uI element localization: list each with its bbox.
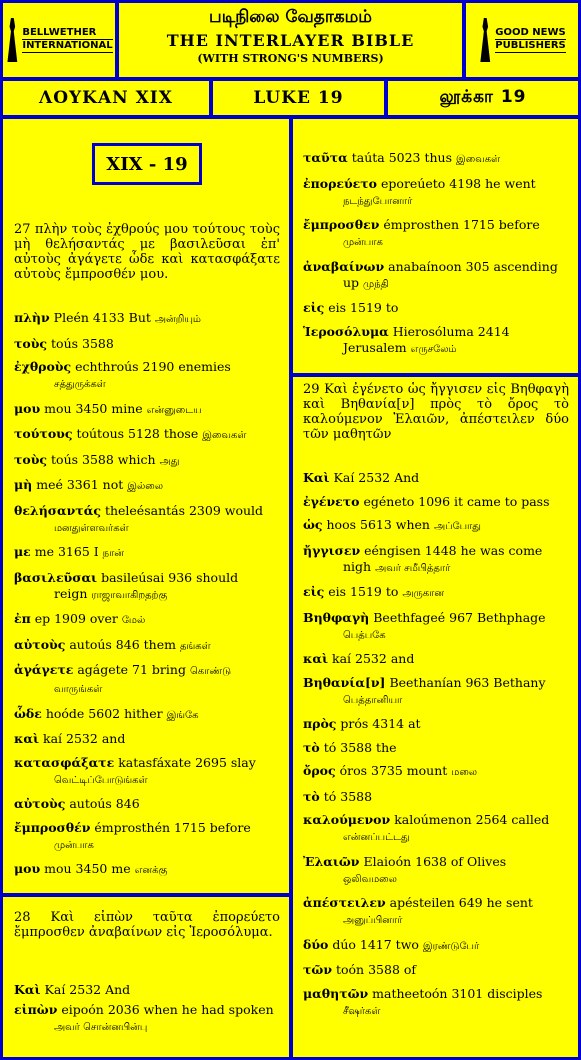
translit-strongs-gloss: Pleén 4133 But — [53, 310, 155, 325]
translit-strongs-gloss: toón 3588 of — [335, 962, 417, 977]
english-gloss-cont: up — [343, 274, 364, 290]
entry-continuation — [303, 911, 569, 929]
translit-strongs-gloss: basileúsai 936 should — [101, 569, 239, 585]
interlinear-entry — [303, 610, 569, 644]
bellwether-logo-box — [0, 0, 118, 80]
interlinear-entry — [303, 150, 569, 168]
greek-word: ἀγάγετε — [14, 662, 74, 677]
tamil-gloss: அப்போது — [433, 521, 481, 532]
translit-strongs-gloss: prós 4314 at — [340, 716, 421, 731]
interlinear-entry — [303, 324, 569, 358]
translit-strongs-gloss: Elaioón 1638 of Olives — [363, 853, 507, 869]
english-gloss-cont: reign — [54, 585, 92, 601]
greek-word: ταῦτα — [303, 150, 348, 165]
greek-book-label: ΛΟΥΚΑΝ XIX — [0, 78, 212, 118]
greek-word: ὧδε — [14, 705, 42, 721]
entry-continuation — [303, 192, 569, 210]
bellwether-logo — [5, 18, 112, 62]
entry-continuation — [303, 559, 569, 577]
interlinear-entry — [303, 176, 569, 210]
translit-strongs-gloss: kaí 2532 and — [332, 651, 415, 666]
english-gloss-cont: nigh — [343, 558, 376, 574]
translit-strongs-gloss: Kaí 2532 And — [44, 982, 131, 997]
verse-28-text: 28 Καὶ εἰπὼν ταῦτα ἐπορεύετο ἔμπροσθεν ἀναβαίνων εἰς Ἱεροσόλυμα. — [14, 910, 280, 940]
tamil-gloss: முன்பாக — [54, 839, 94, 851]
translit-strongs-gloss: dúo 1417 two — [332, 936, 423, 952]
tamil-gloss: வெட்டிப்போடுங்கள் — [54, 774, 148, 786]
entry-continuation — [303, 275, 569, 293]
greek-word: ἔμπροσθεν — [303, 217, 380, 232]
tamil-gloss: அன்றியும் — [154, 314, 201, 325]
goodnews-logo-box — [463, 0, 581, 80]
tamil-gloss: ஒலிவமலை — [343, 873, 397, 885]
tamil-gloss: நடந்துபோனார் — [343, 195, 413, 207]
interlinear-entry — [303, 494, 569, 510]
translit-strongs-gloss: Kaí 2532 And — [333, 470, 420, 485]
greek-word: Βηθανία[ν] — [303, 674, 386, 690]
greek-word: καλούμενον — [303, 812, 391, 827]
verse-29-entries — [303, 470, 569, 1027]
interlinear-entry — [14, 820, 280, 854]
tamil-gloss: எருசலேம் — [410, 343, 457, 355]
tamil-gloss: சீஷர்கள் — [343, 1005, 381, 1017]
verse-29-text: 29 Καὶ ἐγένετο ὡς ἤγγισεν εἰς Βηθφαγὴ καὶ Βηθανία[ν] πρὸς τὸ ὄρος τὸ καλούμενον Ἐλαιῶν, ἀπέστειλεν δύο τῶν μαθητῶν — [303, 382, 569, 442]
interlinear-entry — [14, 426, 280, 444]
interlinear-entry — [14, 401, 280, 419]
greek-word: ἐπορεύετο — [303, 175, 378, 191]
verse-28-cont-entries — [303, 150, 569, 365]
title-sub: (WITH STRONG'S NUMBERS) — [197, 52, 384, 65]
greek-word: κατασφάξατε — [14, 754, 115, 770]
greek-word: ὡς — [303, 517, 323, 532]
greek-word: ὄρος — [303, 763, 336, 778]
interlinear-entry — [303, 812, 569, 846]
tamil-gloss: அது — [159, 455, 180, 467]
interlinear-entry — [14, 1002, 280, 1036]
interlinear-entry — [14, 706, 280, 724]
interlinear-entry — [14, 452, 280, 470]
interlinear-entry — [14, 637, 280, 655]
interlinear-entry — [303, 300, 569, 316]
greek-word: τῶν — [303, 962, 332, 977]
translit-strongs-gloss: egéneto 1096 it came to pass — [363, 493, 550, 509]
tamil-gloss: பெத்பகே — [343, 629, 386, 641]
greek-word: Ἱεροσόλυμα — [303, 323, 389, 339]
translit-strongs-gloss: émprosthén 1715 before — [94, 819, 251, 835]
translit-strongs-gloss: theleésantás 2309 would — [104, 502, 264, 518]
interlinear-entry — [303, 986, 569, 1020]
translit-strongs-gloss: eis 1519 to — [328, 300, 399, 315]
tamil-gloss: என்னுடைய — [146, 404, 202, 416]
translit-strongs-gloss: matheetoón 3101 disciples — [372, 985, 543, 1001]
translit-strongs-gloss: autoús 846 them — [69, 636, 180, 652]
tamil-gloss: இல்லை — [127, 481, 164, 492]
greek-word: δύο — [303, 936, 329, 952]
translit-strongs-gloss: tó 3588 — [323, 788, 373, 804]
shepherd-figure-icon — [478, 18, 492, 62]
translit-strongs-gloss: katasfáxate 2695 slay — [118, 754, 256, 770]
interlinear-entry — [303, 854, 569, 888]
greek-word: αὐτοὺς — [14, 636, 66, 652]
interlinear-entry — [14, 310, 280, 328]
entry-continuation — [303, 340, 569, 358]
tamil-gloss: வாருங்கள் — [54, 684, 103, 695]
translit-strongs-gloss: eéngisen 1448 he was come — [364, 542, 543, 558]
tamil-gloss: அவர் சொன்னபின்பு — [54, 1022, 148, 1033]
translit-strongs-gloss: echthroús 2190 enemies — [75, 359, 231, 374]
verse-27-entries — [14, 310, 280, 887]
tamil-gloss: கொண்டு — [189, 666, 231, 677]
interlinear-entry — [14, 662, 280, 698]
tamil-gloss: அவர் சமீபித்தார் — [375, 562, 451, 574]
greek-word: Ἐλαιῶν — [303, 853, 360, 869]
greek-word: καὶ — [303, 651, 329, 666]
interlinear-entry — [14, 861, 280, 879]
greek-word: θελήσαντάς — [14, 502, 101, 518]
shepherd-figure-icon — [5, 18, 19, 62]
interlinear-entry — [303, 651, 569, 667]
tamil-gloss: அருகான — [402, 588, 445, 599]
tamil-gloss: பெத்தானியா — [343, 694, 403, 706]
greek-word: μου — [14, 861, 41, 876]
translit-strongs-gloss: meé 3361 not — [36, 477, 128, 492]
tamil-gloss: முன்பாக — [343, 237, 383, 248]
interlinear-entry — [303, 217, 569, 251]
tamil-gloss: மனதுள்ளவர்கள் — [54, 522, 129, 534]
translit-strongs-gloss: kaloúmenon 2564 called — [394, 812, 550, 827]
tamil-gloss: எனக்கு — [134, 865, 168, 876]
translit-strongs-gloss: Beethfageé 967 Bethphage — [373, 609, 546, 625]
tamil-gloss: மேல் — [121, 615, 146, 626]
interlinear-entry — [303, 716, 569, 732]
goodnews-logo — [478, 18, 565, 62]
tamil-gloss: சத்துருக்கள் — [54, 379, 106, 390]
english-book-label: LUKE 19 — [210, 78, 387, 118]
title-main: THE INTERLAYER BIBLE — [166, 31, 415, 50]
translit-strongs-gloss: toús 3588 which — [51, 451, 160, 467]
greek-word: καὶ — [14, 731, 40, 746]
translit-strongs-gloss: taúta 5023 thus — [351, 150, 456, 165]
tamil-gloss: அனுப்பினார் — [343, 915, 403, 926]
interlinear-entry — [14, 731, 280, 747]
translit-strongs-gloss: tó 3588 the — [323, 739, 397, 755]
interlinear-entry — [303, 584, 569, 602]
entry-continuation — [14, 836, 280, 854]
entry-continuation — [14, 375, 280, 393]
greek-word: ἐπ — [14, 611, 31, 626]
greek-word: Καὶ — [303, 470, 330, 485]
greek-word: πλὴν — [14, 310, 50, 325]
greek-word: ἤγγισεν — [303, 542, 361, 558]
logo-line-2: INTERNATIONAL — [22, 40, 113, 51]
translit-strongs-gloss: mou 3450 me — [44, 861, 135, 876]
interlinear-entry — [14, 503, 280, 537]
verse-27-text: 27 πλὴν τοὺς ἐχθρούς μου τούτους τοὺς μὴ θελήσαντάς με βασιλεῦσαι ἐπ' αὐτοὺς ἀγάγετε ὧδε καὶ κατασφάξατε αὐτοὺς ἔμπροσθέν μου. — [14, 222, 280, 282]
interlinear-entry — [14, 544, 280, 562]
translit-strongs-gloss: Hierosóluma 2414 — [392, 323, 510, 339]
greek-word: αὐτοὺς — [14, 796, 66, 811]
entry-continuation — [303, 233, 569, 251]
greek-word: τοὺς — [14, 451, 48, 467]
greek-word: βασιλεῦσαι — [14, 569, 98, 585]
interlinear-entry — [303, 937, 569, 955]
interlinear-entry — [14, 611, 280, 629]
translit-strongs-gloss: ep 1909 over — [34, 611, 122, 626]
interlinear-entry — [303, 543, 569, 577]
greek-word: μὴ — [14, 477, 33, 492]
tamil-gloss: முந்தி — [363, 278, 389, 290]
greek-word: ἀναβαίνων — [303, 258, 385, 274]
logo-line-1: BELLWETHER — [22, 27, 112, 40]
greek-word: εἰς — [303, 584, 325, 599]
translit-strongs-gloss: hoos 5613 when — [326, 517, 434, 532]
greek-word: πρὸς — [303, 716, 337, 731]
entry-continuation — [303, 1002, 569, 1020]
verse-28-entries — [14, 982, 280, 1040]
greek-word: ἔμπροσθέν — [14, 819, 91, 835]
tamil-gloss: இவைகள் — [456, 154, 501, 165]
translit-strongs-gloss: autoús 846 — [69, 796, 140, 811]
entry-continuation — [303, 691, 569, 709]
greek-word: μου — [14, 400, 41, 416]
translit-strongs-gloss: émprosthen 1715 before — [383, 217, 540, 232]
greek-word: τὸ — [303, 739, 320, 755]
title-box — [116, 0, 465, 80]
interlinear-entry — [14, 336, 280, 352]
translit-strongs-gloss: kaí 2532 and — [43, 731, 126, 746]
english-gloss-cont: Jerusalem — [343, 339, 411, 355]
interlinear-entry — [14, 570, 280, 604]
greek-word: ἐχθροὺς — [14, 359, 72, 374]
entry-continuation — [14, 680, 280, 698]
interlinear-entry — [14, 982, 280, 998]
interlinear-entry — [303, 517, 569, 535]
logo-line-1: GOOD NEWS — [495, 27, 566, 38]
logo-line-2: PUBLISHERS — [495, 40, 566, 51]
entry-continuation — [303, 870, 569, 888]
tamil-gloss: இரண்டுபேர் — [422, 940, 480, 952]
translit-strongs-gloss: apésteilen 649 he sent — [389, 895, 533, 910]
greek-word: ἐγένετο — [303, 493, 360, 509]
interlinear-entry — [303, 740, 569, 756]
tamil-gloss: ராஜாவாகிறதற்கு — [91, 589, 168, 601]
interlinear-entry — [303, 763, 569, 781]
tamil-gloss: இங்கே — [166, 709, 199, 721]
translit-strongs-gloss: óros 3735 mount — [339, 763, 452, 778]
translit-strongs-gloss: toútous 5128 those — [76, 426, 203, 441]
translit-strongs-gloss: hoóde 5602 hither — [45, 705, 167, 721]
greek-word: εἰπὼν — [14, 1002, 58, 1017]
translit-strongs-gloss: eporeúeto 4198 he went — [381, 175, 536, 191]
greek-word: τὸ — [303, 788, 320, 804]
entry-continuation — [303, 626, 569, 644]
title-tamil: படிநிலை வேதாகமம் — [209, 7, 372, 27]
translit-strongs-gloss: toús 3588 — [51, 335, 114, 351]
interlinear-entry — [14, 477, 280, 495]
tamil-gloss: மலை — [451, 767, 478, 778]
greek-word: εἰς — [303, 300, 325, 315]
tamil-gloss: இவைகள் — [202, 430, 247, 441]
tamil-book-label: லூக்கா 19 — [385, 78, 581, 118]
translit-strongs-gloss: Beethanían 963 Bethany — [389, 674, 546, 690]
interlinear-entry — [14, 796, 280, 812]
chapter-label: XIX - 19 — [92, 143, 202, 185]
greek-word: Βηθφαγὴ — [303, 609, 370, 625]
interlinear-entry — [303, 895, 569, 929]
tamil-gloss: என்னப்பட்டது — [343, 832, 410, 843]
interlinear-entry — [303, 789, 569, 805]
translit-strongs-gloss: eipoón 2036 when he had spoken — [61, 1002, 274, 1017]
greek-word: Καὶ — [14, 982, 41, 997]
tamil-gloss: நான் — [102, 548, 124, 559]
interlinear-entry — [303, 470, 569, 486]
translit-strongs-gloss: eis 1519 to — [328, 584, 403, 599]
interlinear-entry — [303, 962, 569, 978]
entry-continuation — [14, 519, 280, 537]
interlinear-entry — [14, 359, 280, 393]
tamil-gloss: தங்கள் — [179, 640, 211, 652]
greek-word: μαθητῶν — [303, 985, 369, 1001]
greek-word: με — [14, 544, 31, 559]
entry-continuation — [14, 771, 280, 789]
greek-word: ἀπέστειλεν — [303, 895, 386, 910]
interlinear-entry — [14, 755, 280, 789]
entry-continuation — [303, 828, 569, 846]
interlinear-entry — [303, 259, 569, 293]
translit-strongs-gloss: me 3165 I — [34, 544, 103, 559]
translit-strongs-gloss: agágete 71 bring — [77, 662, 190, 677]
greek-word: τούτους — [14, 426, 73, 441]
entry-continuation — [14, 1018, 280, 1036]
greek-word: τοὺς — [14, 335, 48, 351]
translit-strongs-gloss: mou 3450 mine — [44, 400, 147, 416]
translit-strongs-gloss: anabaínoon 305 ascending — [388, 258, 558, 274]
entry-continuation — [14, 586, 280, 604]
interlinear-entry — [303, 675, 569, 709]
